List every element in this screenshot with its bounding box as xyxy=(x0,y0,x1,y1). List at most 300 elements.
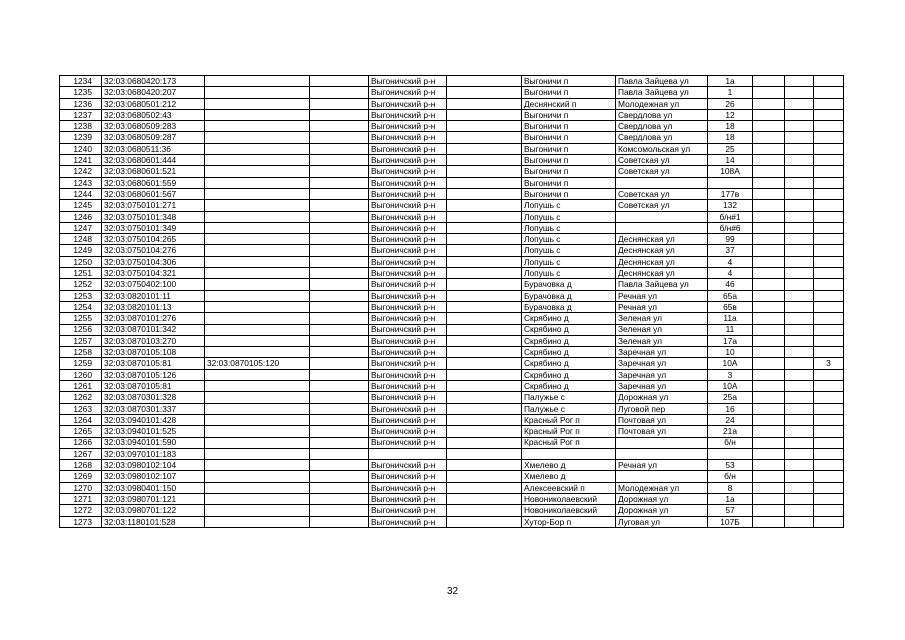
parent-cadastral-cell xyxy=(205,516,310,527)
table-row xyxy=(60,414,844,425)
house-number-cell: 53 xyxy=(708,460,753,471)
district-cell: Выгоничский р-н xyxy=(369,381,447,392)
cadastral-number-cell: 32:03:0940101:525 xyxy=(102,426,205,437)
empty-cell xyxy=(447,211,522,222)
registry-table xyxy=(59,75,844,528)
empty-cell xyxy=(447,256,522,267)
count-cell xyxy=(814,211,844,222)
empty-cell xyxy=(447,313,522,324)
count-cell xyxy=(814,121,844,132)
row-number-cell: 1237 xyxy=(60,109,102,120)
row-number-cell: 1251 xyxy=(60,268,102,279)
house-number-cell: 99 xyxy=(708,234,753,245)
parent-cadastral-cell xyxy=(205,166,310,177)
locality-cell: Бурачовка д xyxy=(522,290,616,301)
count-cell xyxy=(814,256,844,267)
count-cell xyxy=(814,324,844,335)
count-cell xyxy=(814,414,844,425)
locality-cell: Выгоничи п xyxy=(522,76,616,87)
extra-cell xyxy=(310,279,369,290)
parent-cadastral-cell xyxy=(205,279,310,290)
empty-cell xyxy=(447,347,522,358)
empty-cell xyxy=(447,279,522,290)
locality-cell: Выгоничи п xyxy=(522,87,616,98)
extra-cell xyxy=(310,132,369,143)
table-row xyxy=(60,505,844,516)
empty-cell xyxy=(447,166,522,177)
extra-cell xyxy=(310,324,369,335)
row-number-cell: 1254 xyxy=(60,301,102,312)
row-number-cell: 1263 xyxy=(60,403,102,414)
row-number-cell: 1270 xyxy=(60,482,102,493)
extra-cell xyxy=(753,335,785,346)
extra-cell xyxy=(753,414,785,425)
count-cell xyxy=(814,188,844,199)
locality-cell: Скрябино д xyxy=(522,324,616,335)
street-cell: Деснянская ул xyxy=(616,245,708,256)
cadastral-number-cell: 32:03:0940101:590 xyxy=(102,437,205,448)
empty-cell xyxy=(447,381,522,392)
extra-cell xyxy=(310,98,369,109)
extra-cell xyxy=(753,505,785,516)
street-cell: Зеленая ул xyxy=(616,335,708,346)
cadastral-number-cell: 32:03:0870105:126 xyxy=(102,369,205,380)
extra-cell xyxy=(753,516,785,527)
district-cell: Выгоничский р-н xyxy=(369,324,447,335)
locality-cell: Бурачовка д xyxy=(522,301,616,312)
house-number-cell: 46 xyxy=(708,279,753,290)
table-row xyxy=(60,437,844,448)
table-row xyxy=(60,448,844,459)
row-number-cell: 1262 xyxy=(60,392,102,403)
locality-cell: Палужье с xyxy=(522,392,616,403)
table-row xyxy=(60,188,844,199)
house-number-cell: 17а xyxy=(708,335,753,346)
cadastral-number-cell: 32:03:0750101:271 xyxy=(102,200,205,211)
extra-cell xyxy=(753,200,785,211)
extra-cell xyxy=(753,234,785,245)
house-number-cell: б/н#1 xyxy=(708,211,753,222)
district-cell: Выгоничский р-н xyxy=(369,279,447,290)
district-cell: Выгоничский р-н xyxy=(369,166,447,177)
locality-cell: Скрябино д xyxy=(522,347,616,358)
empty-cell xyxy=(447,437,522,448)
extra-cell xyxy=(785,460,814,471)
house-number-cell: 4 xyxy=(708,268,753,279)
district-cell: Выгоничский р-н xyxy=(369,392,447,403)
extra-cell xyxy=(753,301,785,312)
table-row xyxy=(60,177,844,188)
district-cell: Выгоничский р-н xyxy=(369,426,447,437)
extra-cell xyxy=(310,268,369,279)
table-row xyxy=(60,301,844,312)
extra-cell xyxy=(785,279,814,290)
parent-cadastral-cell xyxy=(205,471,310,482)
extra-cell xyxy=(310,76,369,87)
cadastral-number-cell: 32:03:0980701:122 xyxy=(102,505,205,516)
extra-cell xyxy=(310,109,369,120)
count-cell xyxy=(814,268,844,279)
street-cell xyxy=(616,448,708,459)
parent-cadastral-cell xyxy=(205,369,310,380)
parent-cadastral-cell xyxy=(205,76,310,87)
cadastral-number-cell: 32:03:0750104:306 xyxy=(102,256,205,267)
extra-cell xyxy=(310,369,369,380)
district-cell: Выгоничский р-н xyxy=(369,121,447,132)
row-number-cell: 1267 xyxy=(60,448,102,459)
count-cell xyxy=(814,403,844,414)
row-number-cell: 1253 xyxy=(60,290,102,301)
cadastral-number-cell: 32:03:0680420:173 xyxy=(102,76,205,87)
extra-cell xyxy=(785,437,814,448)
extra-cell xyxy=(310,437,369,448)
extra-cell xyxy=(753,448,785,459)
page-number: 32 xyxy=(446,586,459,597)
locality-cell: Красный Рог п xyxy=(522,437,616,448)
empty-cell xyxy=(447,87,522,98)
district-cell: Выгоничский р-н xyxy=(369,347,447,358)
extra-cell xyxy=(753,290,785,301)
street-cell xyxy=(616,211,708,222)
row-number-cell: 1264 xyxy=(60,414,102,425)
district-cell: Выгоничский р-н xyxy=(369,369,447,380)
locality-cell: Лопушь с xyxy=(522,268,616,279)
cadastral-number-cell: 32:03:0980102:104 xyxy=(102,460,205,471)
parent-cadastral-cell xyxy=(205,335,310,346)
parent-cadastral-cell xyxy=(205,381,310,392)
extra-cell xyxy=(785,505,814,516)
locality-cell: Лопушь с xyxy=(522,200,616,211)
count-cell xyxy=(814,460,844,471)
extra-cell xyxy=(310,313,369,324)
row-number-cell: 1245 xyxy=(60,200,102,211)
district-cell: Выгоничский р-н xyxy=(369,200,447,211)
house-number-cell: 10А xyxy=(708,381,753,392)
cadastral-number-cell: 32:03:0980701:121 xyxy=(102,493,205,504)
row-number-cell: 1260 xyxy=(60,369,102,380)
extra-cell xyxy=(785,234,814,245)
house-number-cell: 14 xyxy=(708,155,753,166)
empty-cell xyxy=(447,177,522,188)
table-row xyxy=(60,482,844,493)
count-cell xyxy=(814,335,844,346)
empty-cell xyxy=(447,335,522,346)
table-row xyxy=(60,211,844,222)
table-row xyxy=(60,324,844,335)
cadastral-number-cell: 32:03:0820101:11 xyxy=(102,290,205,301)
extra-cell xyxy=(785,87,814,98)
count-cell xyxy=(814,177,844,188)
extra-cell xyxy=(785,256,814,267)
cadastral-number-cell: 32:03:0680420:207 xyxy=(102,87,205,98)
cadastral-number-cell: 32:03:0870105:108 xyxy=(102,347,205,358)
cadastral-number-cell: 32:03:0750402:100 xyxy=(102,279,205,290)
house-number-cell: б/н#6 xyxy=(708,222,753,233)
street-cell: Советская ул xyxy=(616,155,708,166)
cadastral-number-cell: 32:03:0870101:342 xyxy=(102,324,205,335)
locality-cell: Хмелево д xyxy=(522,471,616,482)
cadastral-number-cell: 32:03:0680511:36 xyxy=(102,143,205,154)
extra-cell xyxy=(785,211,814,222)
row-number-cell: 1269 xyxy=(60,471,102,482)
row-number-cell: 1259 xyxy=(60,358,102,369)
locality-cell: Алексеевский п xyxy=(522,482,616,493)
district-cell: Выгоничский р-н xyxy=(369,493,447,504)
count-cell xyxy=(814,279,844,290)
extra-cell xyxy=(310,493,369,504)
extra-cell xyxy=(753,381,785,392)
street-cell xyxy=(616,471,708,482)
table-row xyxy=(60,222,844,233)
row-number-cell: 1273 xyxy=(60,516,102,527)
empty-cell xyxy=(447,358,522,369)
parent-cadastral-cell xyxy=(205,256,310,267)
locality-cell: Бурачовка д xyxy=(522,279,616,290)
extra-cell xyxy=(785,76,814,87)
extra-cell xyxy=(310,414,369,425)
street-cell: Комсомольская ул xyxy=(616,143,708,154)
extra-cell xyxy=(753,188,785,199)
district-cell: Выгоничский р-н xyxy=(369,290,447,301)
street-cell: Почтовая ул xyxy=(616,414,708,425)
extra-cell xyxy=(753,177,785,188)
parent-cadastral-cell xyxy=(205,460,310,471)
district-cell: Выгоничский р-н xyxy=(369,234,447,245)
row-number-cell: 1255 xyxy=(60,313,102,324)
count-cell xyxy=(814,98,844,109)
cadastral-number-cell: 32:03:0970101:183 xyxy=(102,448,205,459)
table-row xyxy=(60,245,844,256)
table-row xyxy=(60,392,844,403)
cadastral-number-cell: 32:03:0680601:559 xyxy=(102,177,205,188)
extra-cell xyxy=(310,381,369,392)
parent-cadastral-cell xyxy=(205,200,310,211)
extra-cell xyxy=(753,437,785,448)
extra-cell xyxy=(785,358,814,369)
table-row xyxy=(60,87,844,98)
empty-cell xyxy=(447,369,522,380)
cadastral-number-cell: 32:03:0980102:107 xyxy=(102,471,205,482)
street-cell: Деснянская ул xyxy=(616,268,708,279)
house-number-cell: 8 xyxy=(708,482,753,493)
extra-cell xyxy=(310,256,369,267)
count-cell xyxy=(814,234,844,245)
district-cell: Выгоничский р-н xyxy=(369,403,447,414)
extra-cell xyxy=(785,222,814,233)
house-number-cell: 3 xyxy=(708,369,753,380)
parent-cadastral-cell xyxy=(205,482,310,493)
extra-cell xyxy=(753,313,785,324)
locality-cell: Новониколаевский xyxy=(522,493,616,504)
cadastral-number-cell: 32:03:0870301:337 xyxy=(102,403,205,414)
parent-cadastral-cell xyxy=(205,211,310,222)
house-number-cell: 108А xyxy=(708,166,753,177)
empty-cell xyxy=(447,301,522,312)
locality-cell: Красный Рог п xyxy=(522,426,616,437)
parent-cadastral-cell xyxy=(205,426,310,437)
row-number-cell: 1235 xyxy=(60,87,102,98)
extra-cell xyxy=(310,290,369,301)
extra-cell xyxy=(753,493,785,504)
row-number-cell: 1238 xyxy=(60,121,102,132)
table-row xyxy=(60,256,844,267)
table-row xyxy=(60,369,844,380)
extra-cell xyxy=(753,155,785,166)
locality-cell: Лопушь с xyxy=(522,234,616,245)
district-cell: Выгоничский р-н xyxy=(369,516,447,527)
extra-cell xyxy=(753,324,785,335)
table-row xyxy=(60,313,844,324)
locality-cell xyxy=(522,448,616,459)
parent-cadastral-cell xyxy=(205,177,310,188)
empty-cell xyxy=(447,188,522,199)
house-number-cell xyxy=(708,177,753,188)
cadastral-number-cell: 32:03:0680601:521 xyxy=(102,166,205,177)
cadastral-number-cell: 32:03:0750104:321 xyxy=(102,268,205,279)
row-number-cell: 1249 xyxy=(60,245,102,256)
empty-cell xyxy=(447,460,522,471)
extra-cell xyxy=(785,290,814,301)
locality-cell: Скрябино д xyxy=(522,381,616,392)
row-number-cell: 1243 xyxy=(60,177,102,188)
empty-cell xyxy=(447,426,522,437)
table-row xyxy=(60,279,844,290)
house-number-cell: б/н xyxy=(708,471,753,482)
district-cell: Выгоничский р-н xyxy=(369,460,447,471)
table-row xyxy=(60,143,844,154)
row-number-cell: 1250 xyxy=(60,256,102,267)
parent-cadastral-cell xyxy=(205,188,310,199)
locality-cell: Выгоничи п xyxy=(522,121,616,132)
row-number-cell: 1242 xyxy=(60,166,102,177)
count-cell xyxy=(814,493,844,504)
row-number-cell: 1240 xyxy=(60,143,102,154)
table-row xyxy=(60,358,844,369)
street-cell: Зеленая ул xyxy=(616,313,708,324)
row-number-cell: 1244 xyxy=(60,188,102,199)
extra-cell xyxy=(753,166,785,177)
extra-cell xyxy=(753,98,785,109)
parent-cadastral-cell xyxy=(205,347,310,358)
locality-cell: Красный Рог п xyxy=(522,414,616,425)
extra-cell xyxy=(753,268,785,279)
cadastral-number-cell: 32:03:0870105:81 xyxy=(102,381,205,392)
extra-cell xyxy=(785,301,814,312)
street-cell: Деснянская ул xyxy=(616,234,708,245)
street-cell xyxy=(616,222,708,233)
house-number-cell: 26 xyxy=(708,98,753,109)
district-cell: Выгоничский р-н xyxy=(369,256,447,267)
district-cell: Выгоничский р-н xyxy=(369,222,447,233)
extra-cell xyxy=(785,403,814,414)
row-number-cell: 1271 xyxy=(60,493,102,504)
district-cell: Выгоничский р-н xyxy=(369,98,447,109)
row-number-cell: 1241 xyxy=(60,155,102,166)
row-number-cell: 1266 xyxy=(60,437,102,448)
table-row xyxy=(60,234,844,245)
table-row xyxy=(60,290,844,301)
row-number-cell: 1247 xyxy=(60,222,102,233)
count-cell xyxy=(814,245,844,256)
street-cell: Деснянская ул xyxy=(616,256,708,267)
extra-cell xyxy=(310,448,369,459)
extra-cell xyxy=(753,347,785,358)
row-number-cell: 1256 xyxy=(60,324,102,335)
house-number-cell: 107Б xyxy=(708,516,753,527)
empty-cell xyxy=(447,448,522,459)
empty-cell xyxy=(447,222,522,233)
house-number-cell: 12 xyxy=(708,109,753,120)
house-number-cell: 4 xyxy=(708,256,753,267)
locality-cell: Выгоничи п xyxy=(522,177,616,188)
extra-cell xyxy=(753,132,785,143)
row-number-cell: 1248 xyxy=(60,234,102,245)
extra-cell xyxy=(785,166,814,177)
parent-cadastral-cell xyxy=(205,437,310,448)
house-number-cell: 18 xyxy=(708,121,753,132)
empty-cell xyxy=(447,109,522,120)
district-cell: Выгоничский р-н xyxy=(369,313,447,324)
parent-cadastral-cell xyxy=(205,132,310,143)
extra-cell xyxy=(310,177,369,188)
parent-cadastral-cell xyxy=(205,245,310,256)
extra-cell xyxy=(785,268,814,279)
empty-cell xyxy=(447,414,522,425)
house-number-cell: 132 xyxy=(708,200,753,211)
count-cell xyxy=(814,448,844,459)
extra-cell xyxy=(753,121,785,132)
count-cell xyxy=(814,437,844,448)
extra-cell xyxy=(310,166,369,177)
house-number-cell: 10 xyxy=(708,347,753,358)
locality-cell: Скрябино д xyxy=(522,369,616,380)
cadastral-number-cell: 32:03:0750101:348 xyxy=(102,211,205,222)
extra-cell xyxy=(310,301,369,312)
extra-cell xyxy=(753,369,785,380)
empty-cell xyxy=(447,245,522,256)
cadastral-number-cell: 32:03:1180101:528 xyxy=(102,516,205,527)
parent-cadastral-cell xyxy=(205,324,310,335)
district-cell: Выгоничский р-н xyxy=(369,437,447,448)
extra-cell xyxy=(753,143,785,154)
count-cell xyxy=(814,381,844,392)
empty-cell xyxy=(447,98,522,109)
count-cell xyxy=(814,132,844,143)
empty-cell xyxy=(447,482,522,493)
locality-cell: Лопушь с xyxy=(522,256,616,267)
count-cell xyxy=(814,155,844,166)
extra-cell xyxy=(753,460,785,471)
locality-cell: Лопушь с xyxy=(522,245,616,256)
empty-cell xyxy=(447,234,522,245)
street-cell: Речная ул xyxy=(616,460,708,471)
extra-cell xyxy=(785,155,814,166)
table-row xyxy=(60,121,844,132)
district-cell: Выгоничский р-н xyxy=(369,143,447,154)
parent-cadastral-cell xyxy=(205,109,310,120)
district-cell: Выгоничский р-н xyxy=(369,471,447,482)
street-cell: Дорожная ул xyxy=(616,392,708,403)
empty-cell xyxy=(447,290,522,301)
empty-cell xyxy=(447,493,522,504)
district-cell: Выгоничский р-н xyxy=(369,132,447,143)
extra-cell xyxy=(310,222,369,233)
extra-cell xyxy=(785,188,814,199)
extra-cell xyxy=(310,460,369,471)
count-cell: 3 xyxy=(814,358,844,369)
row-number-cell: 1234 xyxy=(60,76,102,87)
locality-cell: Палужье с xyxy=(522,403,616,414)
